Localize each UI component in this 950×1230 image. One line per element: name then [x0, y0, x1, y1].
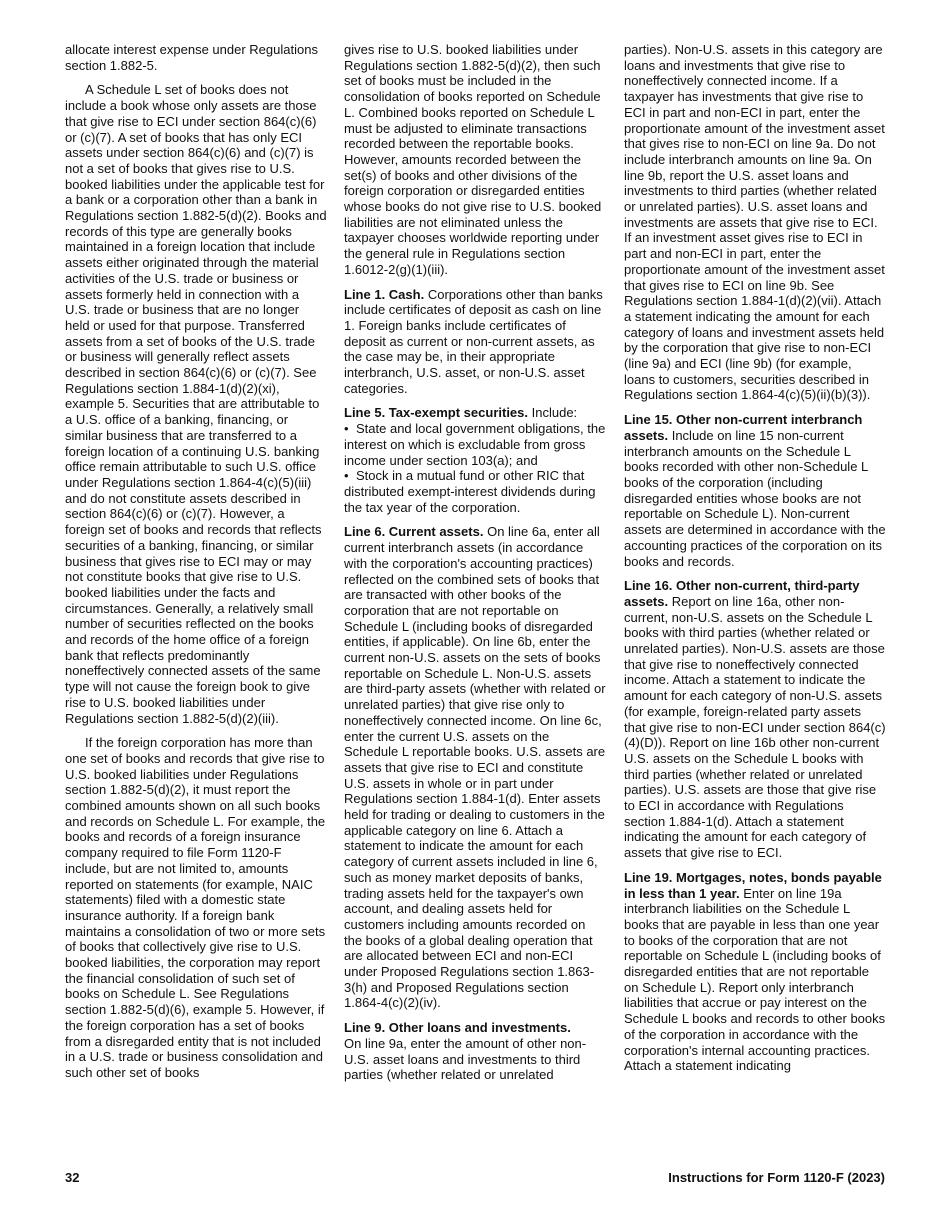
line-9-heading: Line 9. Other loans and investments. — [344, 1020, 571, 1036]
line-15-heading: Line 15. Other non-current interbranch assets. — [624, 412, 863, 443]
line-5-text: Include: — [531, 405, 578, 421]
line-16-text: Report on line 16a, other non-current, non-U.S. assets on the Schedule L books with third parties (whether related or unrelated parties). Non-U.S. assets are those that give rise to noneffectively connected income. Attach a statement to indicate the amount for each category of non-U.S. assets (for example, foreign-related party assets that give rise to non-ECI under section 864(c)(4)(D)). Report on line 16b other non-current U.S. assets on the Schedule L books with third parties (whether related or unrelated parties). U.S. assets are those that give rise to ECI in accordance with Regulations section 1.884-1(d). Attach a statement indicating the amount for each category of assets that give rise to ECI. — [624, 593, 886, 861]
bullet-icon: • — [344, 421, 349, 437]
bullet-icon: • — [344, 468, 349, 484]
line-9-text: On line 9a, enter the amount of other non-U.S. asset loans and investments to third parties (whether related or unrelated — [344, 1035, 587, 1083]
line-5-section — [344, 405, 606, 421]
line-15-text: Include on line 15 non-current interbranch amounts on the Schedule L books recorded with other non-Schedule L books of the corporation (including disregarded entities whose books are not reportable on Schedule L). Non-current assets are determined in accordance with the accounting practices of the corporation on its books and records. — [624, 427, 886, 569]
paragraph: If the foreign corporation has more than one set of books and records that give rise to U.S. booked liabilities under Regulations section 1.882-5(d)(2), it must report the combined amounts shown on all such books and records on Schedule L. For example, the books and records of a foreign insurance company required to file Form 1120-F include, but are not limited to, amounts reported on statements (for example, NAIC statements) filed with a domestic state insurance authority. If a foreign bank maintains a consolidation of two or more sets of books that collectively give rise to U.S. booked liabilities, the corporation may report the financial consolidation of such set of books on Schedule L. See Regulations section 1.882-5(d)(6), example 5. However, if the foreign corporation has a set of books from a disregarded entity that is not included in a U.S. trade or business consolidation and such other set of books — [65, 735, 326, 1080]
line-5-heading: Line 5. Tax-exempt securities. — [344, 405, 528, 421]
document-title: Instructions for Form 1120-F (2023) — [668, 1170, 885, 1185]
line-6-section — [344, 524, 606, 1011]
text-column-left — [65, 42, 327, 1090]
list-item: • Stock in a mutual fund or other RIC that distributed exempt-interest dividends during the tax year of the corporation. — [344, 468, 596, 515]
line-9-section — [344, 1020, 606, 1083]
line-19-section — [624, 870, 886, 1074]
list-item: • State and local government obligations, the interest on which is excludable from gross income under section 103(a); and — [344, 421, 606, 468]
line-15-section — [624, 412, 886, 569]
line-1-text: Corporations other than banks include certificates of deposit as cash on line 1. Foreign banks include certificates of deposit as current or non-current assets, as the case may be, in their appropriate interbranch, U.S. asset, or non-U.S. asset categories. — [344, 286, 603, 396]
text-column-middle — [344, 42, 606, 1092]
text-column-right — [624, 42, 886, 1083]
line-5-bullet-list — [344, 421, 606, 515]
line-6-heading: Line 6. Current assets. — [344, 524, 484, 540]
line-6-text: On line 6a, enter all current interbranch assets (in accordance with the corporation's accounting practices) reflected on the combined sets of books that are transacted with other books of the corporation that are not reportable on Schedule L (including books of disregarded entities, if applicable). On line 6b, enter the current non-U.S. assets on the sets of books reportable on Schedule L. Non-U.S. assets are third-party assets (whether with related or unrelated parties) that give rise only to noneffectively connected income. On line 6c, enter the current U.S. assets on the Schedule L reportable books. U.S. assets are assets that give rise to ECI and constitute U.S. assets in whole or in part under Regulations section 1.884-1(d). Enter assets held for trading or dealing to customers in the applicable category on line 6. Attach a statement to indicate the amount for each category of current assets included in line 6, such as money market deposits of banks, trading assets held for the taxpayer's own account, and dealing assets held for customers including amounts recorded on the books of a global dealing operation that are allocated between ECI and non-ECI under Proposed Regulations section 1.863-3(h) and Proposed Regulations section 1.864-4(c)(2)(iv). — [344, 524, 606, 1011]
paragraph: allocate interest expense under Regulations section 1.882-5. — [65, 42, 318, 73]
line-19-heading: Line 19. Mortgages, notes, bonds payable in less than 1 year. — [624, 869, 882, 901]
paragraph: parties). Non-U.S. assets in this category are loans and investments that give rise to noneffectively connected income. If a taxpayer has investments that give rise to ECI in part and non-ECI in part, enter the proportionate amount of the investment asset that gives rise to non-ECI on line 9a. Do not include interbranch amounts on line 9a. On line 9b, report the U.S. asset loans and investments to third parties (whether related or unrelated parties). U.S. asset loans and investments are assets that give rise to ECI. If an investment asset gives rise to ECI in part and non-ECI in part, enter the proportionate amount of the investment asset that gives rise to ECI on line 9b. See Regulations section 1.884-1(d)(2)(vii). Attach a statement indicating the amount for each category of loans and investment assets held by the corporation that give rise to non-ECI (line 9a) and ECI (line 9b) (for example, loans to customers, securities described in Regulations section 1.864-4(c)(5)(ii)(b)(3)). — [624, 42, 885, 403]
line-16-heading: Line 16. Other non-current, third-party assets. — [624, 578, 860, 609]
line-19-text: Enter on line 19a interbranch liabilities on the Schedule L books that are payable in less than one year to books of the corporation that are not reportable on Schedule L (including books of disregarded entities that are not reportable on Schedule L). Report only interbranch liabilities that accrue or pay interest on the Schedule L books and records to other books of the corporation in accordance with the corporation's internal accounting practices. Attach a statement indicating — [624, 885, 886, 1074]
paragraph: A Schedule L set of books does not include a book whose only assets are those that give rise to ECI under section 864(c)(6) or (c)(7). A set of books that has only ECI assets under section 864(c)(6) and (c)(7) is not a set of books that gives rise to U.S. booked liabilities under the applicable test for a bank or a corporation other than a bank in Regulations section 1.882-5(d)(2). Books and records of this type are generally books maintained in a foreign location that include assets either originated through the material activities of the U.S. trade or business or assets formerly held in connection with a U.S. trade or business that are no longer held or used for that purpose. Transferred assets from a set of books of the U.S. trade or business will generally reflect assets described in section 864(c)(6) or (c)(7). See Regulations section 1.884-1(d)(2)(xi), example 5. Securities that are attributable to a U.S. office of a banking, financing, or similar business that are transferred to a foreign location of a continuing U.S. banking office remain attributable to such U.S. office under Regulations section 1.864-4(c)(5)(iii) and do not constitute assets described in section 864(c)(6) or (c)(7). However, a foreign set of books and records that reflects securities of a banking, financing, or similar business that gives rise to ECI may or may not constitute books that give rise to U.S. booked liabilities under the facts and circumstances. Generally, a relatively small number of securities reflected on the books and records of the home office of a foreign bank that reflects predominantly noneffectively connected assets of the same type will not cause the foreign book to give rise to U.S. booked liabilities under Regulations section 1.882-5(d)(2)(iii). — [65, 82, 327, 726]
line-1-section — [344, 287, 606, 397]
page-number: 32 — [65, 1170, 80, 1185]
paragraph: gives rise to U.S. booked liabilities under Regulations section 1.882-5(d)(2), then such set of books must be included in the consolidation of books reported on Schedule L. Combined books reported on Schedule L must be adjusted to eliminate transactions recorded between the reportable books. However, amounts recorded between the set(s) of books and other divisions of the foreign corporation or disregarded entities whose books do not give rise to U.S. booked liabilities are not eliminated unless the taxpayer chooses worldwide reporting under the general rule in Regulations section 1.6012-2(g)(1)(iii). — [344, 42, 602, 277]
line-1-heading: Line 1. Cash. — [344, 286, 425, 302]
line-16-section — [624, 578, 886, 861]
